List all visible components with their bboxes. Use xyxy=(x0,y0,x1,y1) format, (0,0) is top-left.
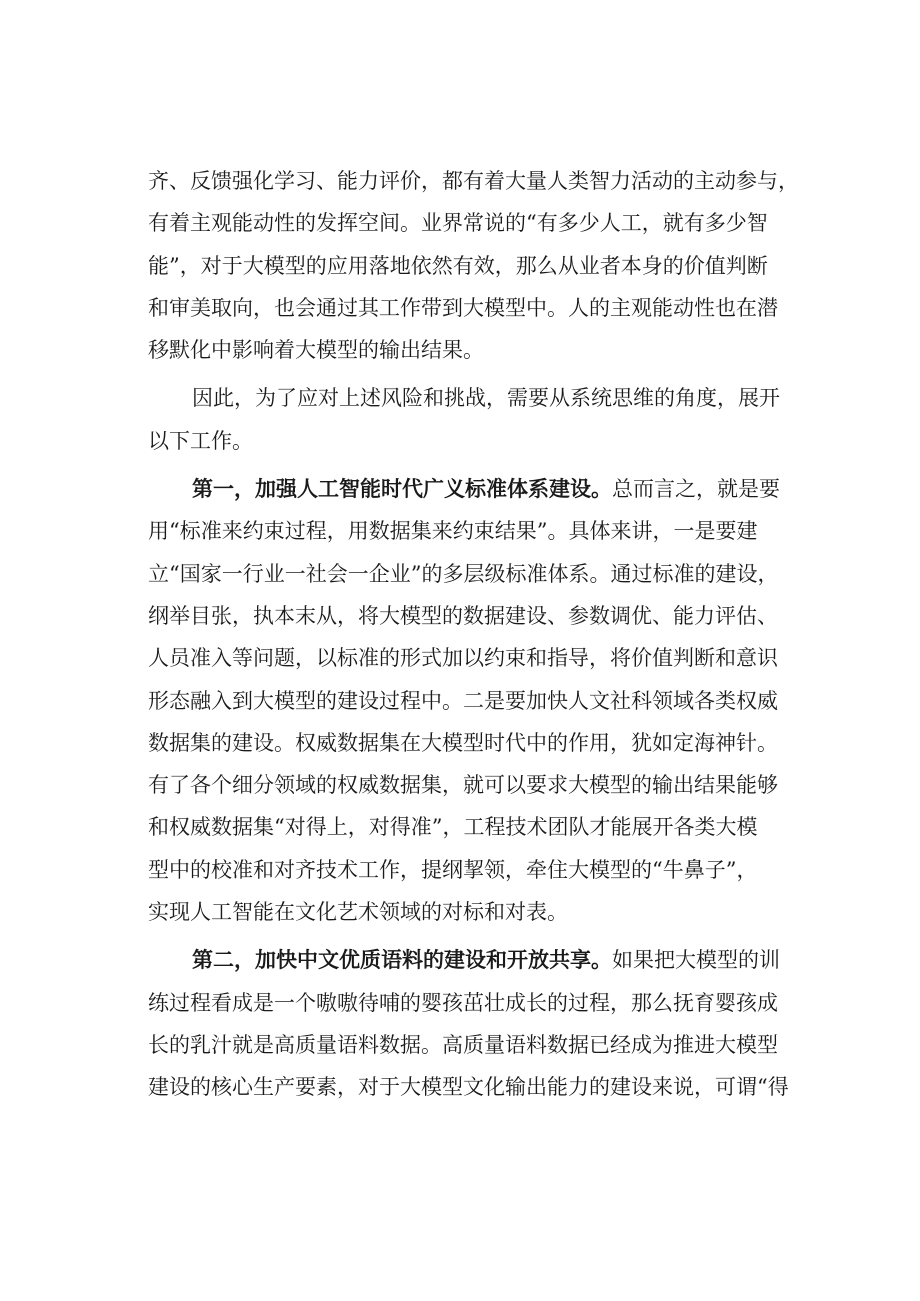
text-line: 立“国家一行业一社会一企业”的多层级标准体系。通过标准的建设， xyxy=(148,561,779,586)
text-line: 能”，对于大模型的应用落地依然有效，那么从业者本身的价值判断 xyxy=(148,253,768,278)
paragraph-4 xyxy=(148,939,808,1108)
text-line: 和权威数据集“对得上，对得准”，工程技术团队才能展开各类大模 xyxy=(148,815,758,840)
text-line: 纲举目张，执本末从，将大模型的数据建设、参数调优、能力评估、 xyxy=(148,603,778,628)
text-line: 用“标准来约束过程，用数据集来约束结果”。具体来讲，一是要建 xyxy=(148,519,758,544)
paragraph-3 xyxy=(148,468,808,933)
text-line: 齐、反馈强化学习、能力评价，都有着大量人类智力活动的主动参与， xyxy=(148,169,799,193)
text-line: 数据集的建设。权威数据集在大模型时代中的作用，犹如定海神针。 xyxy=(148,730,778,755)
section-heading-2: 第二，加快中文优质语料的建设和开放共享。 xyxy=(192,947,612,973)
text-line: 练过程看成是一个嗷嗷待哺的婴孩茁壮成长的过程，那么抚育婴孩成 xyxy=(148,990,778,1015)
section-heading-1: 第一，加强人工智能时代广义标准体系建设。 xyxy=(192,476,612,502)
paragraph-first-line xyxy=(148,468,808,510)
text-line: 人员准入等问题，以标准的形式加以约束和指导，将价值判断和意识 xyxy=(148,646,778,671)
text-line: 型中的校准和对齐技术工作，提纲挈领，牵住大模型的“牛鼻子”， xyxy=(148,857,758,882)
text-line: 和审美取向，也会通过其工作带到大模型中。人的主观能动性也在潜 xyxy=(148,295,778,320)
text-run: 如果把大模型的训 xyxy=(612,948,780,973)
text-line: 形态融入到大模型的建设过程中。二是要加快人文社科领域各类权威 xyxy=(148,688,778,713)
text-line: 移默化中影响着大模型的输出结果。 xyxy=(148,338,484,363)
document-body xyxy=(148,160,808,1109)
text-line: 长的乳汁就是高质量语料数据。高质量语料数据已经成为推进大模型 xyxy=(148,1032,778,1057)
text-line: 以下工作。 xyxy=(148,428,253,453)
text-run: 总而言之，就是要 xyxy=(612,477,780,502)
text-line: 建设的核心生产要素，对于大模型文化输出能力的建设来说，可谓“得 xyxy=(148,1075,789,1100)
text-line: 因此，为了应对上述风险和挑战，需要从系统思维的角度，展开 xyxy=(192,386,780,411)
paragraph-2 xyxy=(148,377,808,462)
paragraph-first-line xyxy=(148,939,808,981)
text-line: 有了各个细分领域的权威数据集，就可以要求大模型的输出结果能够 xyxy=(148,773,778,798)
text-line: 有着主观能动性的发挥空间。业界常说的“有多少人工，就有多少智 xyxy=(148,211,768,236)
paragraph-1 xyxy=(148,160,808,371)
text-line: 实现人工智能在文化艺术领域的对标和对表。 xyxy=(148,900,568,925)
